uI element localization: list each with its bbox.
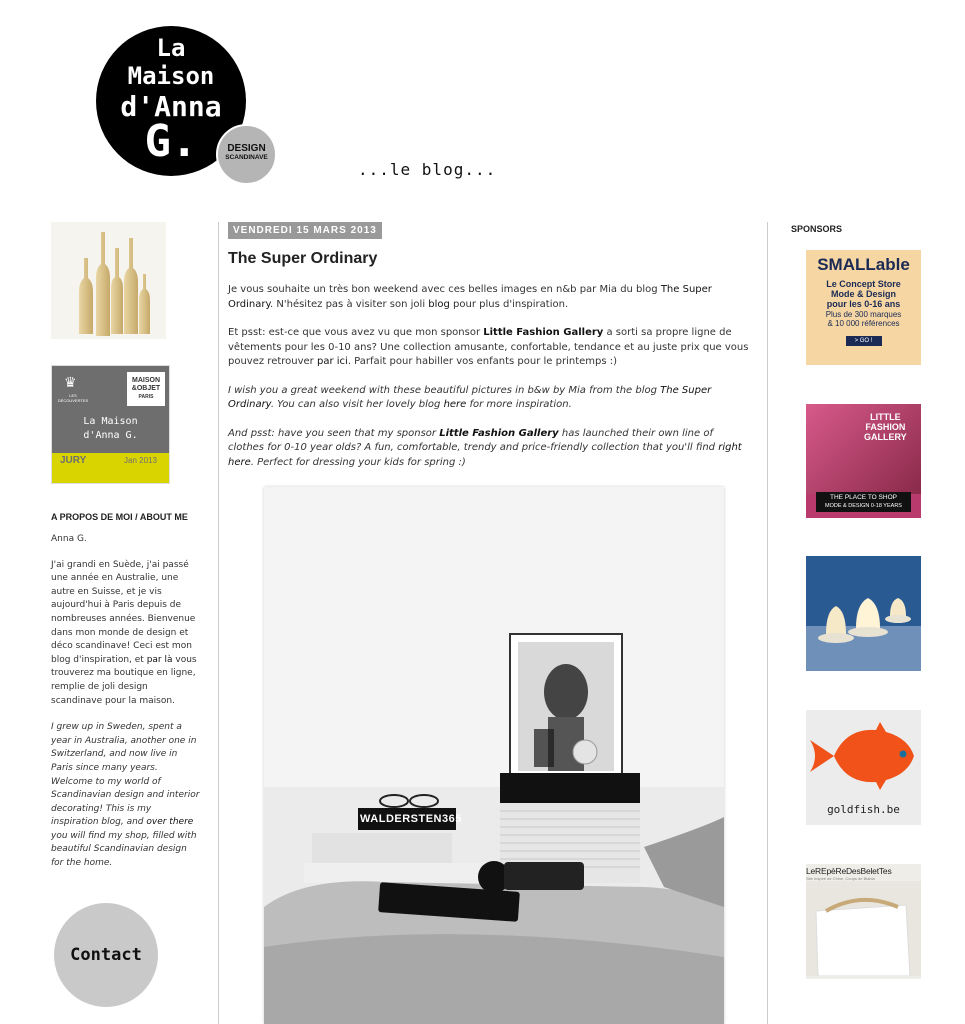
post-title[interactable]: The Super Ordinary <box>228 250 378 267</box>
about-en-text-2: you will find my shop, filled with beautiful Scandinavian design for the home. <box>51 830 197 869</box>
smallable-line-3: pour les 0-16 ans <box>826 299 901 309</box>
smallable-ad[interactable] <box>806 250 921 365</box>
lfg-logo-2: FASHION <box>865 422 906 432</box>
post-date: VENDREDI 15 MARS 2013 <box>228 222 382 239</box>
contact-button[interactable] <box>54 903 158 1007</box>
lfg-tagline-box <box>816 492 911 512</box>
goldfish-icon <box>806 710 921 800</box>
p3-text-b: . You can also visit her lovely blog <box>270 399 444 410</box>
smallable-line-4: Plus de 300 marques <box>825 310 902 319</box>
right-divider <box>767 222 768 1024</box>
p4-text-b: has launched their own line of clothes for 0-10 year olds? A fun, comfortable, trendy and price-friendly collection that you'll find <box>228 427 719 453</box>
about-fr-text-1: J'ai grandi en Suède, j'ai passé une année en Australie, une autre en Suisse, et je vis aujourd'hui à Paris depuis de nombreuses années. Bienvenue dans mon monde de design et déco scandinave! Ceci est mon blog d'inspiration, et <box>51 559 196 665</box>
author-name: Anna G. <box>51 534 87 544</box>
blog-post <box>228 220 750 470</box>
about-en-text-1: I grew up in Sweden, spent a year in Australia, another one in Switzerland, and now live in Paris since many years. Welcome to my world of Scandinavian design and interior decorating! This is my inspiration blog, and <box>51 722 200 828</box>
brand-line-1: MAISON <box>132 377 160 384</box>
goldfish-ad[interactable] <box>806 710 921 825</box>
here-link[interactable]: here <box>443 399 467 410</box>
maison-objet-logo <box>127 372 165 406</box>
award-small-label: LES DÉCOUVERTES <box>57 393 89 403</box>
blog-link[interactable]: blog <box>428 298 450 310</box>
badge-line-2: SCANDINAVE <box>225 154 268 161</box>
sponsors-heading: SPONSORS <box>791 224 843 234</box>
repere-des-belettes-ad[interactable] <box>806 864 921 979</box>
little-fashion-gallery-ad[interactable] <box>806 404 921 518</box>
post-paragraph-1 <box>228 283 750 312</box>
p1-text-c: pour plus d'inspiration. <box>449 298 569 310</box>
smallable-line-5: & 10 000 références <box>827 319 900 328</box>
p1-text-b: . N'hésitez pas à visiter son joli <box>270 298 429 310</box>
blog-tagline: ...le blog... <box>358 160 497 179</box>
brand-line-3: PARIS <box>138 394 154 400</box>
p4-text-a: And psst: have you seen that my sponsor <box>228 427 440 439</box>
right-here-link[interactable]: right here <box>228 442 742 468</box>
lfg-logo-3: GALLERY <box>864 432 907 442</box>
design-scandinave-badge <box>216 124 277 185</box>
about-french <box>51 559 201 709</box>
left-sidebar <box>51 222 201 871</box>
shop-link-fr[interactable]: par là <box>146 654 173 665</box>
p1-text-a: Je vous souhaite un très bon weekend avec ces belles images en n&b par Mia du blog <box>228 284 661 295</box>
super-ordinary-link-en[interactable]: The Super Ordinary <box>228 384 712 410</box>
photo-box-text: WALDERSTEN365 <box>360 813 462 825</box>
repere-subtitle: Site Inspiré de Chine, Coups de Blabla <box>806 876 875 881</box>
super-ordinary-link[interactable]: The Super Ordinary <box>228 284 712 310</box>
p2-text-b: a sorti sa propre ligne de vêtements pour les 0-10 ans? Une collection amusante, confortable, tendance et au juste prix que vous pouvez retrouver <box>228 327 749 367</box>
left-divider <box>218 222 219 1024</box>
lamps-ad[interactable] <box>806 556 921 671</box>
post-photo[interactable] <box>264 487 724 1024</box>
maison-objet-award-badge[interactable] <box>51 365 170 484</box>
lfg-tag-2: MODE & DESIGN 0-18 YEARS <box>825 503 902 509</box>
p4-text-c: . Perfect for dressing your kids for spring :) <box>250 456 466 468</box>
post-paragraph-3 <box>228 384 750 413</box>
interior-scene-illustration <box>264 487 724 1024</box>
smallable-line-1: Le Concept Store <box>826 279 901 289</box>
logo-line-1: La <box>156 34 186 62</box>
little-fashion-gallery-link-en[interactable]: Little Fashion Gallery <box>439 427 559 439</box>
logo-line-4: G. <box>144 116 198 167</box>
post-paragraph-2 <box>228 326 750 370</box>
goldfish-label: goldfish.be <box>827 803 900 816</box>
p3-text-c: for more inspiration. <box>466 399 572 410</box>
about-english <box>51 721 201 871</box>
post-paragraph-4 <box>228 427 750 471</box>
about-fr-text-2: vous trouverez ma boutique en ligne, remplie de joli design scandinave pour la maison. <box>51 654 197 706</box>
lfg-logo-1: LITTLE <box>870 412 901 422</box>
p3-text-a: I wish you a great weekend with these beautiful pictures in b&w by Mia from the blog <box>228 384 661 396</box>
badge-line-1: DESIGN <box>227 143 266 154</box>
repere-title: LeREpèReDesBeletTes <box>806 866 892 876</box>
logo-line-2: Maison <box>127 62 215 90</box>
award-date: Jan 2013 <box>124 456 157 465</box>
paper-bag-illustration <box>806 881 921 976</box>
crown-icon: ♛ <box>64 374 77 390</box>
lfg-logo <box>864 412 907 442</box>
p2-text-a: Et psst: est-ce que vous avez vu que mon sponsor <box>228 327 484 338</box>
p2-text-c: . Parfait pour habiller vos enfants pour le printemps :) <box>347 356 618 367</box>
shop-link-en[interactable]: over there <box>146 817 194 828</box>
award-jury-bar <box>52 453 169 483</box>
award-name-line-2: d'Anna G. <box>83 430 138 441</box>
contact-label: Contact <box>70 945 142 965</box>
bottles-illustration <box>51 222 166 339</box>
about-heading: A PROPOS DE MOI / ABOUT ME <box>51 512 188 522</box>
award-name-line-1: La Maison <box>83 416 138 427</box>
lfg-tag-1: THE PLACE TO SHOP <box>830 494 897 501</box>
award-jury: JURY <box>60 455 87 466</box>
smallable-brand: SMALLable <box>817 255 910 274</box>
logo-line-3: d'Anna <box>120 90 222 123</box>
brand-line-2: &OBJET <box>131 385 161 392</box>
smallable-line-2: Mode & Design <box>830 289 896 299</box>
bottles-image[interactable] <box>51 222 166 339</box>
par-ici-link[interactable]: par ici <box>316 356 348 367</box>
little-fashion-gallery-link[interactable]: Little Fashion Gallery <box>483 327 604 338</box>
smallable-go-button[interactable]: > GO ! <box>846 336 882 346</box>
lamps-illustration <box>806 556 921 671</box>
